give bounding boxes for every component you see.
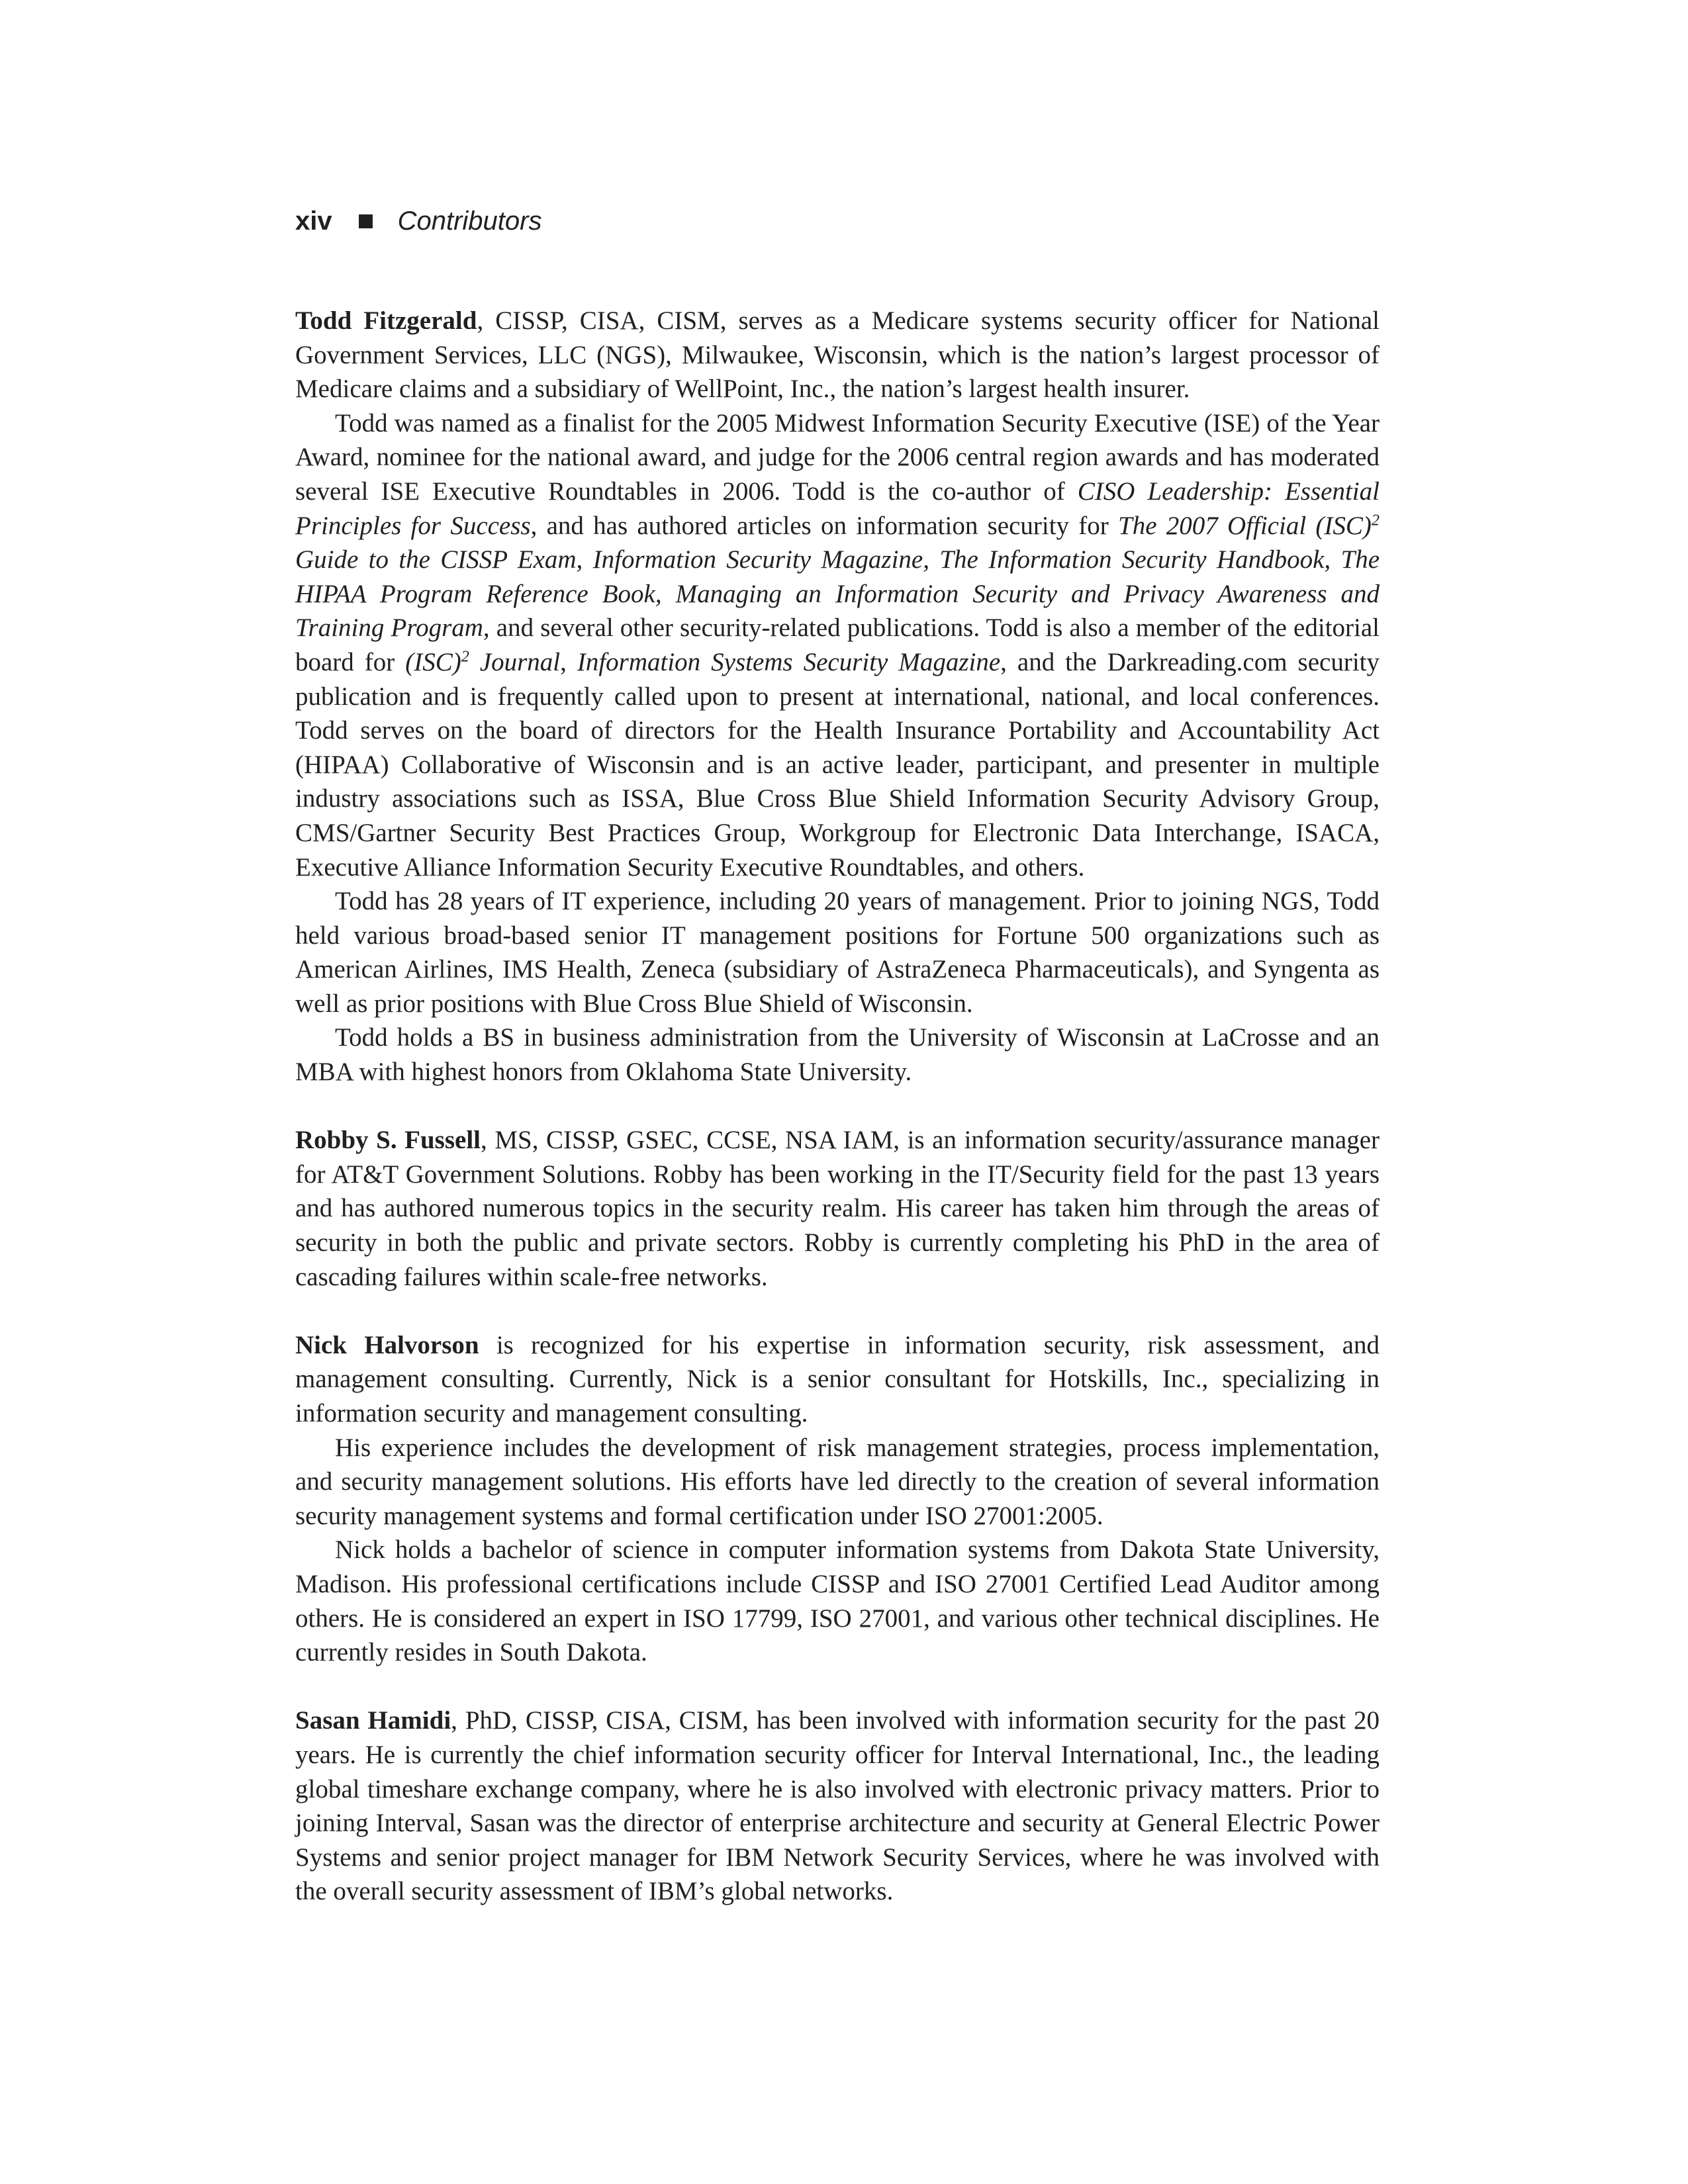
italic-text: The 2007 Official (ISC) [1118,511,1372,540]
italic-text: Guide to the CISSP Exam, Information Security Magazine, The Information Security Handbook, The HIPAA Program Reference Book, Managing an Information Security and Privacy Awareness and Training Program, [295,545,1380,643]
body-text: , and the Darkreading.com security publication and is frequently called upon to present at international, national, and local conferences. Todd serves on the board of directors for the Health Insurance Portability and Accountability Act (HIPAA) Collaborative of Wisconsin and is an active leader, participant, and presenter in multiple industry associations such as ISSA, Blue Cross Blue Shield Information Security Advisory Group, CMS/Gartner Security Best Practices Group, Workgroup for Electronic Data Interchange, ISACA, Executive Alliance Information Security Executive Roundtables, and others. [295,647,1380,882]
body-text: Todd was named as a finalist for the 2005 Midwest Information Security Executive (ISE) of the Year Award, nominee for the national award, and judge for the 2006 central region awards and has moderated several ISE Executive Roundtables in 2006. Todd is the co-author of [295,408,1380,506]
body-text: Nick holds a bachelor of science in computer information systems from Dakota State University, Madison. His professional certifications include CISSP and ISO 27001 Certified Lead Auditor among others. He is considered an expert in ISO 17799, ISO 27001, and various other technical disciplines. He currently resides in South Dakota. [295,1535,1380,1667]
contributor-bio [295,1123,1380,1294]
contributor-name: Todd Fitzgerald [295,306,477,335]
bio-paragraph [295,1431,1380,1533]
bio-paragraph [295,1123,1380,1294]
bio-paragraph [295,406,1380,884]
body-text: and several other security-related publications. Todd is also a member of the editorial board for [295,614,1380,676]
body-text: , CISSP, CISA, CISM, serves as a Medicare systems security officer for National Government Services, LLC (NGS), Milwaukee, Wisconsin, which is the nation’s largest processor of Medicare claims and a subsidiary of WellPoint, Inc., the nation’s largest health insurer. [295,306,1380,404]
contributor-name: Robby S. Fussell [295,1126,481,1155]
body-text: , and has authored articles on information security for [530,511,1119,540]
contributor-name: Sasan Hamidi [295,1706,451,1735]
body-text: is recognized for his expertise in information security, risk assessment, and management consulting. Currently, Nick is a senior consultant for Hotskills, Inc., specializing in information security and management consulting. [295,1330,1380,1428]
page-number: xiv [295,206,332,236]
body-text: , [560,647,577,676]
italic-text: CISO Leadership: Essential Principles for Success [295,477,1380,540]
contributor-bio [295,1328,1380,1670]
body-text: , PhD, CISSP, CISA, CISM, has been involved with information security for the past 20 years. He is currently the chief information security officer for Interval International, Inc., the leading global timeshare exchange company, where he is also involved with electronic privacy matters. Prior to joining Interval, Sasan was the director of enterprise architecture and security at General Electric Power Systems and senior project manager for IBM Network Security Services, where he was involved with the overall security assessment of IBM’s global networks. [295,1706,1380,1906]
italic-text: Journal [469,647,561,676]
contributor-bio [295,304,1380,1089]
bio-paragraph [295,1328,1380,1431]
bio-paragraph [295,1533,1380,1669]
bio-paragraph [295,304,1380,406]
italic-text: Information Systems Security Magazine [577,647,1001,676]
contributor-name: Nick Halvorson [295,1330,479,1359]
superscript-text: 2 [1371,511,1380,529]
contributor-bio [295,1704,1380,1909]
bio-paragraph [295,1021,1380,1089]
section-title: Contributors [397,206,542,236]
italic-text: (ISC) [405,647,461,676]
body-text: Todd has 28 years of IT experience, including 20 years of management. Prior to joining NGS, Todd held various broad-based senior IT management positions for Fortune 500 organizations such as American Airlines, IMS Health, Zeneca (subsidiary of AstraZeneca Pharmaceuticals), and Syngenta as well as prior positions with Blue Cross Blue Shield of Wisconsin. [295,887,1380,1018]
contributors-list [295,304,1380,1943]
body-text: , MS, CISSP, GSEC, CCSE, NSA IAM, is an information security/assurance manager for AT&T Government Solutions. Robby has been working in the IT/Security field for the past 13 years and has authored numerous topics in the security realm. His career has taken him through the areas of security in both the public and private sectors. Robby is currently completing his PhD in the area of cascading failures within scale-free networks. [295,1126,1380,1291]
body-text: Todd holds a BS in business administration from the University of Wisconsin at LaCrosse and an MBA with highest honors from Oklahoma State University. [295,1023,1380,1087]
square-bullet-icon [359,214,373,228]
superscript-text: 2 [461,647,469,666]
body-text: His experience includes the development of risk management strategies, process implementation, and security management solutions. His efforts have led directly to the creation of several information security management systems and formal certification under ISO 27001:2005. [295,1433,1380,1530]
bio-paragraph [295,884,1380,1021]
bio-paragraph [295,1704,1380,1909]
running-head [295,203,541,240]
